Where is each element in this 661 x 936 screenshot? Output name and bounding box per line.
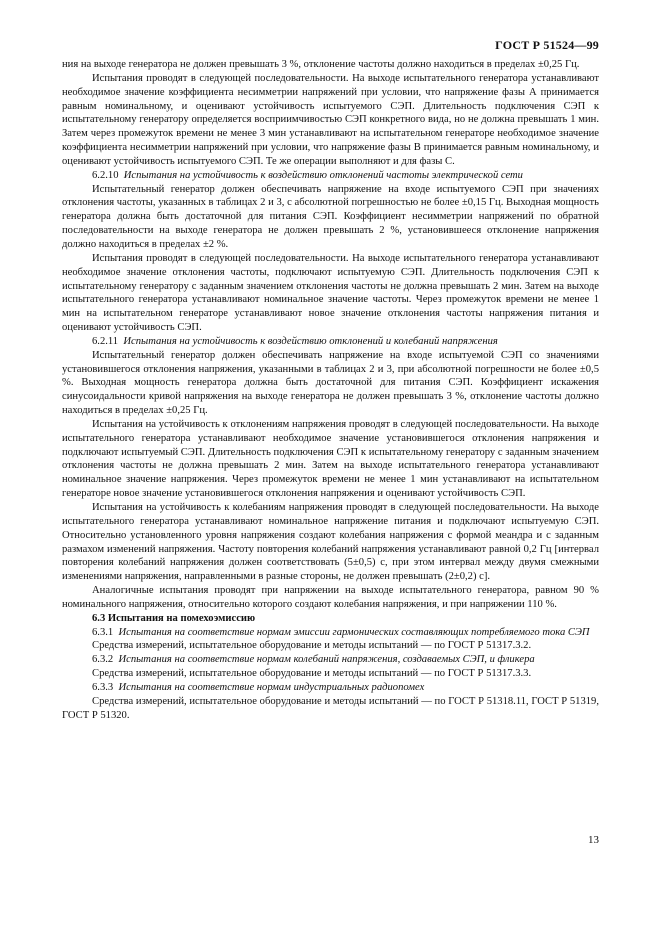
paragraph: Испытательный генератор должен обеспечивать напряжение на входе испытуемой СЭП со значениями установившегося отклонения напряжения, указанными в таблицах 2 и 3, при абсолютной погрешности не более ±0,5 %. Выходная мощность генератора должна быть достаточной для питания СЭП. Коэффициент искажения синусоидальности кривой напряжения на выходе генератора не должен превышать 3 %, отклонение частоты должно находиться в пределах ±0,25 Гц. [62,349,599,417]
standard-code-header: ГОСТ Р 51524—99 [495,38,599,52]
subsection-number: 6.3.1 [92,626,114,638]
paragraph-continuation: ния на выходе генератора не должен превышать 3 %, отклонение частоты должно находиться в пределах ±0,25 Гц. [62,59,580,70]
section-heading-6-3: 6.3 Испытания на помехоэмиссию [92,612,256,624]
paragraph: Испытания проводят в следующей последовательности. На выходе испытательного генератора устанавливают необходимое значение отклонения частоты, подключают испытуемую СЭП. Длительность подключения СЭП к испытательному генератору с заданным значением отклонения частоты не должна превышать 2 мин. Затем на выходе испытательного генератора устанавливают номинальное значение частоты. Через промежуток времени не менее 1 мин на испытательном генераторе устанавливают новое значение отклонения частоты напряжения питания и оценивают устойчивость СЭП. [62,252,599,334]
paragraph: Испытания на устойчивость к колебаниям напряжения проводят в следующей последовательности. На выходе испытательного генератора устанавливают номинальное напряжение питания и подключают испытуемую СЭП. Относительно установленного уровня напряжения создают колебания напряжения с формой меандра и с заданным размахом изменений напряжения. Частоту повторения колебаний напряжения устанавливают равной 0,2 Гц [интервал повторения колебаний напряжения должен соответствовать (5±0,5) с, при этом интервал между двумя смежными изменениями напряжения, направленными в разные стороны, не должен превышать (2±0,2) с]. [62,502,599,583]
subsection-number: 6.2.10 [92,169,119,181]
paragraph: Испытания проводят в следующей последовательности. На выходе испытательного генератора устанавливают необходимое значение коэффициента несимметрии напряжений при условии, что напряжение фазы А принимается равным номинальному, и оценивают устойчивость испытуемого СЭП. Длительность подключения СЭП к испытательному генератору определяется восприимчивостью СЭП конкретного вида, но не должна превышать 1 мин. Затем через промежуток времени не менее 3 мин устанавливают на испытательном генераторе необходимое значение коэффициента несимметрии напряжений при условии, что напряжение фазы В принимается равным номинальному, и оценивают устойчивость испытуемого СЭП. Те же операции выполняют и для фазы С. [62,72,599,167]
subsection-number: 6.3.3 [92,681,114,693]
subsection-heading-6-3-3 [62,681,599,695]
subsection-title: Испытания на устойчивость к воздействию отклонений частоты электрической сети [123,169,523,181]
paragraph: Средства измерений, испытательное оборудование и методы испытаний — по ГОСТ Р 51318.11, ГОСТ Р 51319, ГОСТ Р 51320. [62,695,599,721]
subsection-heading-6-2-10 [62,169,599,183]
document-body [62,58,599,723]
subsection-title: Испытания на устойчивость к воздействию отклонений и колебаний напряжения [123,335,498,347]
paragraph: Средства измерений, испытательное оборудование и методы испытаний — по ГОСТ Р 51317.3.2. [92,640,532,652]
subsection-title: Испытания на соответствие нормам колебаний напряжения, создаваемых СЭП, и фликера [118,654,535,666]
paragraph: Средства измерений, испытательное оборудование и методы испытаний — по ГОСТ Р 51317.3.3. [92,668,532,680]
subsection-heading-6-3-1 [62,626,599,640]
subsection-number: 6.3.2 [92,654,114,666]
paragraph: Аналогичные испытания проводят при напряжении на выходе испытательного генератора, равном 90 % номинального напряжения, относительно которого создают колебания напряжения, и при напряжении 110 %. [62,585,599,610]
subsection-number: 6.2.11 [92,335,119,347]
paragraph: Испытательный генератор должен обеспечивать напряжение на входе испытуемого СЭП при значениях отклонения частоты, указанных в таблицах 2 и 3, с абсолютной погрешностью не более ±0,15 Гц. Выходная мощность генератора должна быть достаточной для питания СЭП. Коэффициент несимметрии напряжений по обратной последовательности на выходе генератора не должен превышать 2 %, установившееся отклонение напряжения должно находиться в пределах ±2 %. [62,183,599,250]
subsection-title: Испытания на соответствие нормам индустриальных радиопомех [118,681,425,693]
subsection-heading-6-3-2 [62,653,599,667]
subsection-title: Испытания на соответствие нормам эмиссии гармонических составляющих потребляемого тока СЭП [118,626,590,638]
paragraph: Испытания на устойчивость к отклонениям напряжения проводят в следующей последовательности. На выходе испытательного генератора устанавливают необходимое значение установившегося отклонения напряжения и подключают испытуемый СЭП. Длительность подключения СЭП к испытательному генератору с заданным значением отклонения частоты не должна превышать 2 мин. Затем на выходе испытательного генератора устанавливают номинальное значение напряжения. Через промежуток времени не менее 1 мин устанавливают на испытательном генераторе новое значение установившегося отклонения напряжения и оценивают устойчивость СЭП. [62,418,599,500]
page-number: 13 [588,834,599,846]
subsection-heading-6-2-11 [62,335,599,349]
